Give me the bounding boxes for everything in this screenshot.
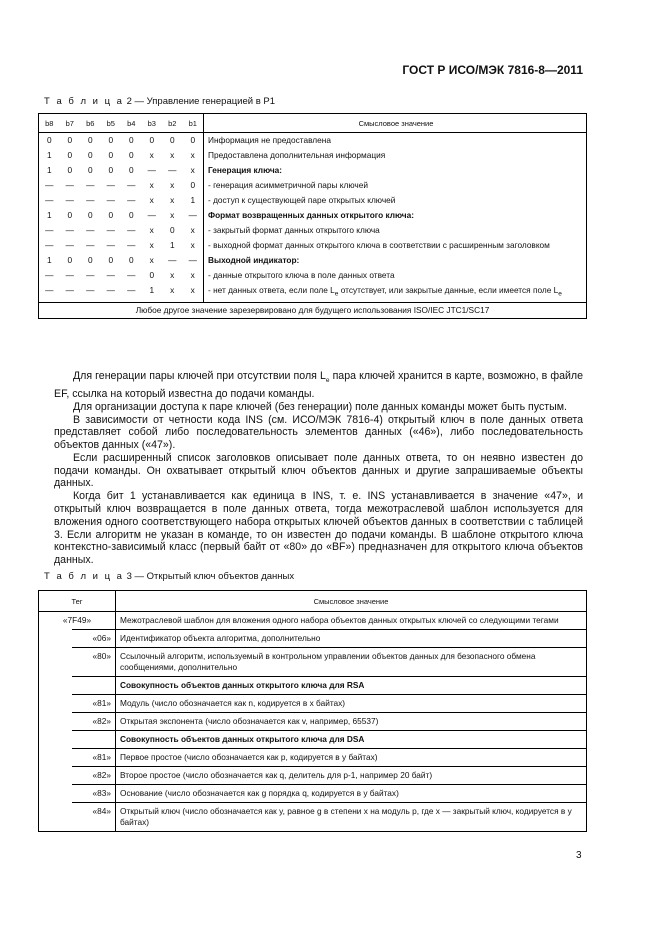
table3-caption-text: 3 — Открытый ключ объектов данных — [126, 571, 295, 582]
bit-cell: — — [127, 270, 136, 280]
meaning-cell: - данные открытого ключа в поле данных ответа — [204, 268, 587, 283]
table-row — [39, 731, 587, 749]
table-row — [39, 193, 587, 208]
paragraph-2: Для организации доступа к паре ключей (без генерации) поле данных команды может быть пустым. — [73, 400, 567, 413]
bit-cell: 1 — [46, 150, 52, 160]
meaning-cell: - доступ к существующей паре открытых ключей — [204, 193, 587, 208]
meaning-cell: Совокупность объектов данных открытого ключа для DSA — [116, 731, 587, 749]
bit-cell: — — [127, 285, 136, 295]
bit-cell: 0 — [128, 135, 134, 145]
table-row — [39, 148, 587, 163]
meaning-cell: Ссылочный алгоритм, используемый в контрольном управлении объектов данных для безопасного обмена сообщениями, дополнительно — [116, 648, 587, 677]
tag-cell — [72, 677, 116, 695]
bit-cell: — — [127, 240, 136, 250]
meaning-cell: Открытый ключ (число обозначается как y, равное g в степени x на модуль p, где x — закрытый ключ, кодируется в y байтах) — [116, 803, 587, 832]
bit-cell: 1 — [149, 285, 155, 295]
p1-part-a: Для генерации пары ключей при отсутствии поля L — [73, 370, 326, 382]
bit-cell: 0 — [149, 135, 155, 145]
bit-cell: x — [190, 240, 195, 250]
table-row — [39, 803, 587, 832]
bit-cell: x — [190, 150, 195, 160]
table3 — [38, 590, 587, 832]
table-row — [39, 648, 587, 677]
bit-cell: x — [170, 195, 175, 205]
table3-caption — [44, 571, 294, 582]
table-row — [39, 283, 587, 302]
col-meaning: Смысловое значение — [116, 591, 587, 612]
bit-cell: — — [147, 165, 156, 175]
table-row — [39, 253, 587, 268]
bit-cell: 1 — [190, 195, 196, 205]
meaning-cell: Совокупность объектов данных открытого ключа для RSA — [116, 677, 587, 695]
bit-cell: — — [65, 240, 74, 250]
bit-cell: — — [127, 195, 136, 205]
table2-caption-word: Т а б л и ц а — [44, 96, 124, 107]
meaning-cell: Идентификатор объекта алгоритма, дополнительно — [116, 630, 587, 648]
bit-cell: x — [149, 240, 154, 250]
bit-cell: — — [86, 180, 95, 190]
table-row — [39, 695, 587, 713]
bit-cell: — — [65, 285, 74, 295]
bit-cell: — — [45, 195, 54, 205]
tag-cell: «82» — [72, 713, 116, 731]
indent-cell — [39, 785, 72, 803]
subscript: e — [334, 290, 339, 298]
meaning-cell: Информация не предоставлена — [204, 133, 587, 149]
bit-cell: — — [65, 270, 74, 280]
indent-cell — [39, 677, 72, 695]
col-b2: b2 — [162, 114, 183, 133]
bit-cell: 1 — [46, 210, 52, 220]
bit-cell: 0 — [67, 135, 73, 145]
table-row — [39, 163, 587, 178]
bit-cell: — — [127, 225, 136, 235]
col-meaning: Смысловое значение — [204, 114, 587, 133]
paragraph-1 — [54, 370, 583, 401]
col-b4: b4 — [121, 114, 142, 133]
bit-cell: — — [65, 195, 74, 205]
col-b1: b1 — [183, 114, 204, 133]
col-b8: b8 — [39, 114, 60, 133]
table-row — [39, 785, 587, 803]
table2-footer: Любое другое значение зарезервировано для будущего использования ISO/IEC JTC1/SC17 — [39, 302, 587, 318]
bit-cell: x — [149, 225, 154, 235]
indent-cell — [39, 713, 72, 731]
indent-cell — [39, 731, 72, 749]
tag-cell: «82» — [72, 767, 116, 785]
bit-cell: x — [170, 285, 175, 295]
bit-cell: x — [149, 195, 154, 205]
tag-cell: «7F49» — [39, 612, 116, 630]
table3-body — [39, 612, 587, 832]
bit-cell: 0 — [108, 210, 114, 220]
meaning-part: - нет данных ответа, если поле L — [208, 285, 335, 295]
paragraph-5: Когда бит 1 устанавливается как единица в INS, т. е. INS устанавливается в значение «47», и открытый ключ возвращается в поле данных ответа, тогда межотраслевой шаблон используется для вложения одного соответствующего набора открытых ключей объектов данных в соответствии с таблицей 3. Если алгоритм не указан в команде, то он известен до подачи команды. В шаблоне открытого ключа контекстно-зависимый класс (первый байт от «80» до «BF») предназначен для открытого ключа объектов данных. — [54, 490, 583, 567]
paragraph-3: В зависимости от четности кода INS (см. ИСО/МЭК 7816-4) открытый ключ в поле данных ответа представляет собой либо последовательность элементов данных («46»), либо последовательность объектов данных («47»). — [54, 413, 583, 452]
meaning-cell: - выходной формат данных открытого ключа в соответствии с расширенным заголовком — [204, 238, 587, 253]
bit-cell: 0 — [108, 135, 114, 145]
bit-cell: — — [86, 270, 95, 280]
bit-cell: x — [149, 180, 154, 190]
bit-cell: — — [45, 270, 54, 280]
bit-cell: 0 — [128, 165, 134, 175]
bit-cell: 0 — [128, 210, 134, 220]
bit-cell: — — [45, 285, 54, 295]
table-row — [39, 208, 587, 223]
bit-cell: 0 — [87, 210, 93, 220]
tag-cell: «84» — [72, 803, 116, 832]
document-header: ГОСТ Р ИСО/МЭК 7816-8—2011 — [402, 63, 583, 77]
bit-cell: 0 — [169, 135, 175, 145]
table-row — [39, 612, 587, 630]
tag-cell: «81» — [72, 749, 116, 767]
bit-cell: — — [45, 240, 54, 250]
table-row — [39, 677, 587, 695]
bit-cell: 0 — [108, 150, 114, 160]
bit-cell: — — [188, 255, 197, 265]
table2-caption — [44, 96, 275, 107]
tag-cell: «83» — [72, 785, 116, 803]
bit-cell: — — [106, 195, 115, 205]
bit-cell: 0 — [108, 165, 114, 175]
bit-cell: — — [65, 225, 74, 235]
table-row — [39, 749, 587, 767]
bit-cell: — — [65, 180, 74, 190]
bit-cell: x — [190, 285, 195, 295]
table-row — [39, 178, 587, 193]
table2-header-row — [39, 114, 587, 133]
table-row — [39, 713, 587, 731]
bit-cell: x — [170, 270, 175, 280]
table2-caption-text: 2 — Управление генерацией в P1 — [126, 96, 276, 107]
col-b6: b6 — [80, 114, 101, 133]
bit-cell: x — [190, 165, 195, 175]
meaning-part: отсутствует, или закрытые данные, если имеется поле L — [338, 285, 559, 295]
subscript: e — [558, 290, 562, 298]
meaning-cell: Выходной индикатор: — [204, 253, 587, 268]
meaning-cell: - генерация асимметричной пары ключей — [204, 178, 587, 193]
bit-cell: 0 — [149, 270, 155, 280]
bit-cell: — — [45, 225, 54, 235]
meaning-cell: Формат возвращенных данных открытого ключа: — [204, 208, 587, 223]
meaning-cell: Межотраслевой шаблон для вложения одного набора объектов данных открытых ключей со следующими тегами — [120, 615, 559, 625]
bit-cell: 0 — [128, 150, 134, 160]
meaning-cell: Модуль (число обозначается как n, кодируется в x байтах) — [116, 695, 587, 713]
meaning-cell: - закрытый формат данных открытого ключа — [204, 223, 587, 238]
table2 — [38, 113, 587, 319]
bit-cell: 0 — [67, 165, 73, 175]
indent-cell — [39, 648, 72, 677]
bit-cell: — — [106, 285, 115, 295]
bit-cell: 0 — [67, 210, 73, 220]
meaning-cell: Предоставлена дополнительная информация — [204, 148, 587, 163]
tag-cell: «06» — [72, 630, 116, 648]
table-row — [39, 133, 587, 149]
indent-cell — [39, 630, 72, 648]
table3-caption-word: Т а б л и ц а — [44, 571, 124, 582]
col-b7: b7 — [60, 114, 81, 133]
bit-cell: — — [147, 210, 156, 220]
p1-subscript: e — [325, 377, 330, 385]
bit-cell: 0 — [46, 135, 52, 145]
meaning-cell: Основание (число обозначается как g порядка q, кодируется в y байтах) — [116, 785, 587, 803]
table-row — [39, 268, 587, 283]
bit-cell: x — [170, 210, 175, 220]
p1-part-b: пара ключей хранится в карте, возможно, в файле EF, ссылка на который известна до подачи команды. — [54, 370, 583, 400]
col-b3: b3 — [142, 114, 163, 133]
bit-cell: — — [86, 285, 95, 295]
bit-cell: x — [190, 270, 195, 280]
bit-cell: — — [127, 180, 136, 190]
bit-cell: 0 — [67, 255, 73, 265]
col-tag: Тег — [39, 591, 116, 612]
bit-cell: — — [168, 165, 177, 175]
page-number: 3 — [576, 850, 582, 861]
bit-cell: — — [188, 210, 197, 220]
bit-cell: — — [106, 240, 115, 250]
table-row — [39, 238, 587, 253]
bit-cell: x — [190, 225, 195, 235]
tag-cell — [72, 731, 116, 749]
indent-cell — [39, 767, 72, 785]
indent-cell — [39, 695, 72, 713]
bit-cell: — — [45, 180, 54, 190]
bit-cell: 0 — [87, 255, 93, 265]
meaning-cell: Первое простое (число обозначается как p, кодируется в y байтах) — [116, 749, 587, 767]
meaning-cell: Генерация ключа: — [204, 163, 587, 178]
bit-cell: 0 — [67, 150, 73, 160]
bit-cell: x — [149, 150, 154, 160]
col-b5: b5 — [101, 114, 122, 133]
bit-cell: — — [168, 255, 177, 265]
bit-cell: 1 — [46, 165, 52, 175]
bit-cell: 0 — [128, 255, 134, 265]
bit-cell: 0 — [87, 165, 93, 175]
bit-cell: 0 — [190, 135, 196, 145]
table-row — [39, 767, 587, 785]
table-row — [39, 223, 587, 238]
bit-cell: x — [149, 255, 154, 265]
paragraph-4: Если расширенный список заголовков описывает поле данных ответа, то он неявно известен до подачи команды. Он охватывает открытый ключ объектов данных и другие запрашиваемые объекты данных. — [54, 451, 583, 490]
meaning-cell: Второе простое (число обозначается как q, делитель для p-1, например 20 байт) — [116, 767, 587, 785]
bit-cell: x — [170, 150, 175, 160]
bit-cell: 0 — [108, 255, 114, 265]
indent-cell — [39, 803, 72, 832]
body-text — [54, 370, 583, 567]
tag-cell: «80» — [72, 648, 116, 677]
bit-cell: — — [106, 180, 115, 190]
tag-cell: «81» — [72, 695, 116, 713]
bit-cell: — — [86, 240, 95, 250]
bit-cell: 0 — [169, 225, 175, 235]
bit-cell: 0 — [87, 150, 93, 160]
bit-cell: 0 — [190, 180, 196, 190]
table3-header-row — [39, 591, 587, 612]
bit-cell: 1 — [46, 255, 52, 265]
table2-body — [39, 133, 587, 303]
bit-cell: — — [106, 225, 115, 235]
indent-cell — [39, 749, 72, 767]
bit-cell: — — [86, 195, 95, 205]
bit-cell: 1 — [169, 240, 175, 250]
meaning-cell: Открытая экспонента (число обозначается как v, например, 65537) — [116, 713, 587, 731]
bit-cell: x — [170, 180, 175, 190]
meaning-cell — [204, 283, 587, 302]
bit-cell: — — [86, 225, 95, 235]
table-row — [39, 630, 587, 648]
bit-cell: 0 — [87, 135, 93, 145]
bit-cell: — — [106, 270, 115, 280]
